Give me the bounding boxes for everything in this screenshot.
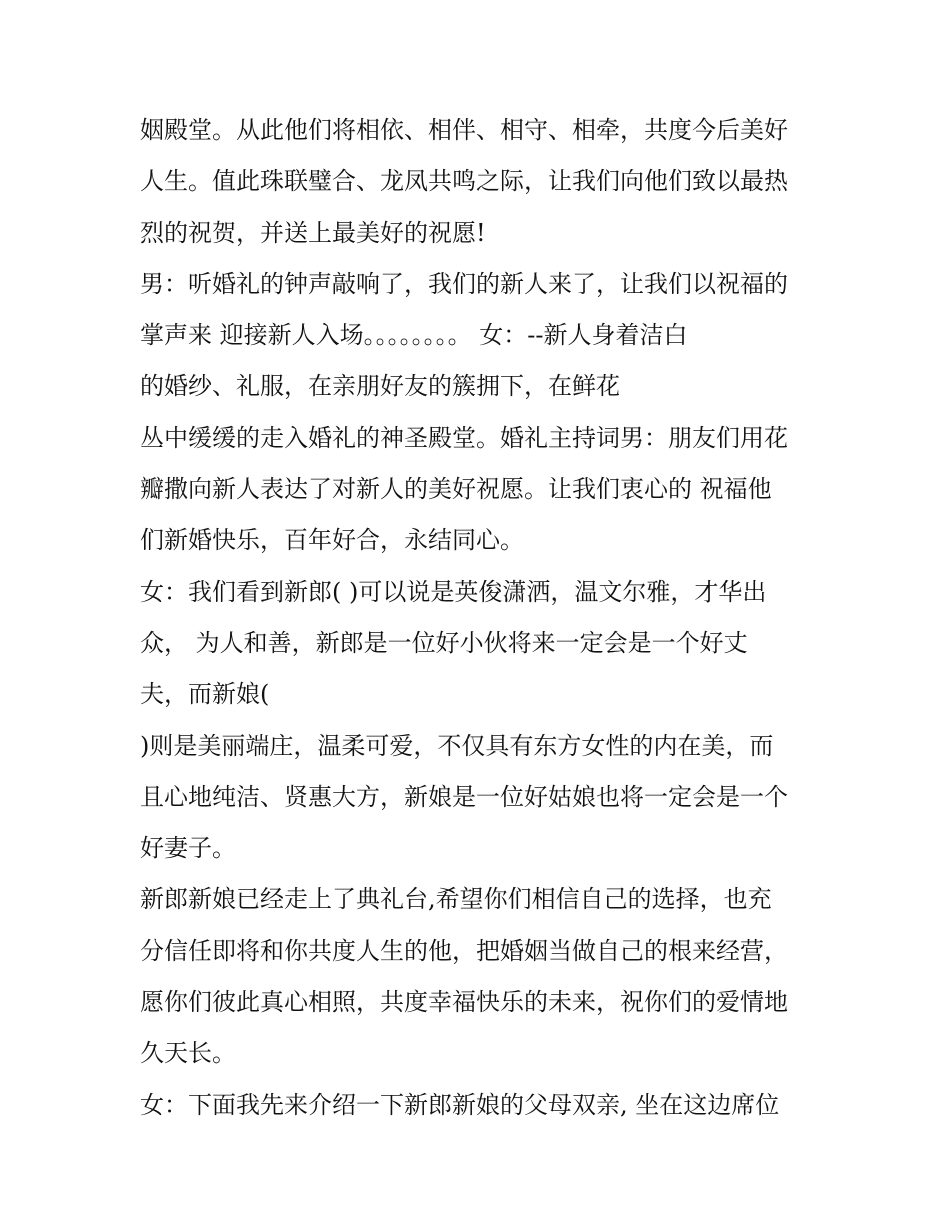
- text-line-6: 的婚纱、礼服，在亲朋好友的簇拥下，在鲜花: [140, 372, 620, 401]
- text-line-7: 丛中缓缓的走入婚礼的神圣殿堂。婚礼主持词男：朋友们用花: [140, 423, 788, 452]
- text-line-4: 男：听婚礼的钟声敲响了，我们的新人来了，让我们以祝福的: [140, 269, 788, 298]
- text-line-10: 女：我们看到新郎( )可以说是英俊潇洒，温文尔雅，才华出: [140, 577, 767, 606]
- text-line-12: 夫，而新娘(: [140, 680, 270, 709]
- text-line-1: 姻殿堂。从此他们将相依、相伴、相守、相牵，共度今后美好: [140, 116, 788, 144]
- text-line-18: 愿你们彼此真心相照，共度幸福快乐的未来，祝你们的爱情地: [140, 988, 788, 1017]
- text-line-9: 们新婚快乐，百年好合，永结同心。: [140, 526, 524, 555]
- text-line-3: 烈的祝贺，并送上最美好的祝愿!: [140, 218, 486, 247]
- text-line-20: 女：下面我先来介绍一下新郎新娘的父母双亲, 坐在这边席位: [140, 1090, 780, 1119]
- text-line-8: 瓣撒向新人表达了对新人的美好祝愿。让我们衷心的 祝福他: [140, 475, 772, 504]
- text-line-15: 好妻子。: [140, 834, 236, 863]
- text-line-11: 众， 为人和善，新郎是一位好小伙将来一定会是一个好丈: [140, 628, 748, 657]
- text-line-13: )则是美丽端庄，温柔可爱，不仅具有东方女性的内在美，而: [140, 731, 774, 760]
- text-line-2: 人生。值此珠联璧合、龙凤共鸣之际，让我们向他们致以最热: [140, 167, 788, 196]
- text-line-19: 久天长。: [140, 1039, 236, 1068]
- text-line-5: 掌声来 迎接新人入场。。。。。。。。 女：--新人身着洁白: [140, 321, 688, 350]
- text-line-17: 分信任即将和你共度人生的他，把婚姻当做自己的根来经营，: [140, 936, 788, 965]
- text-line-16: 新郎新娘已经走上了典礼台,希望你们相信自己的选择，也充: [140, 885, 772, 914]
- body-text: [140, 105, 820, 1131]
- text-line-14: 且心地纯洁、贤惠大方，新娘是一位好姑娘也将一定会是一个: [140, 782, 788, 811]
